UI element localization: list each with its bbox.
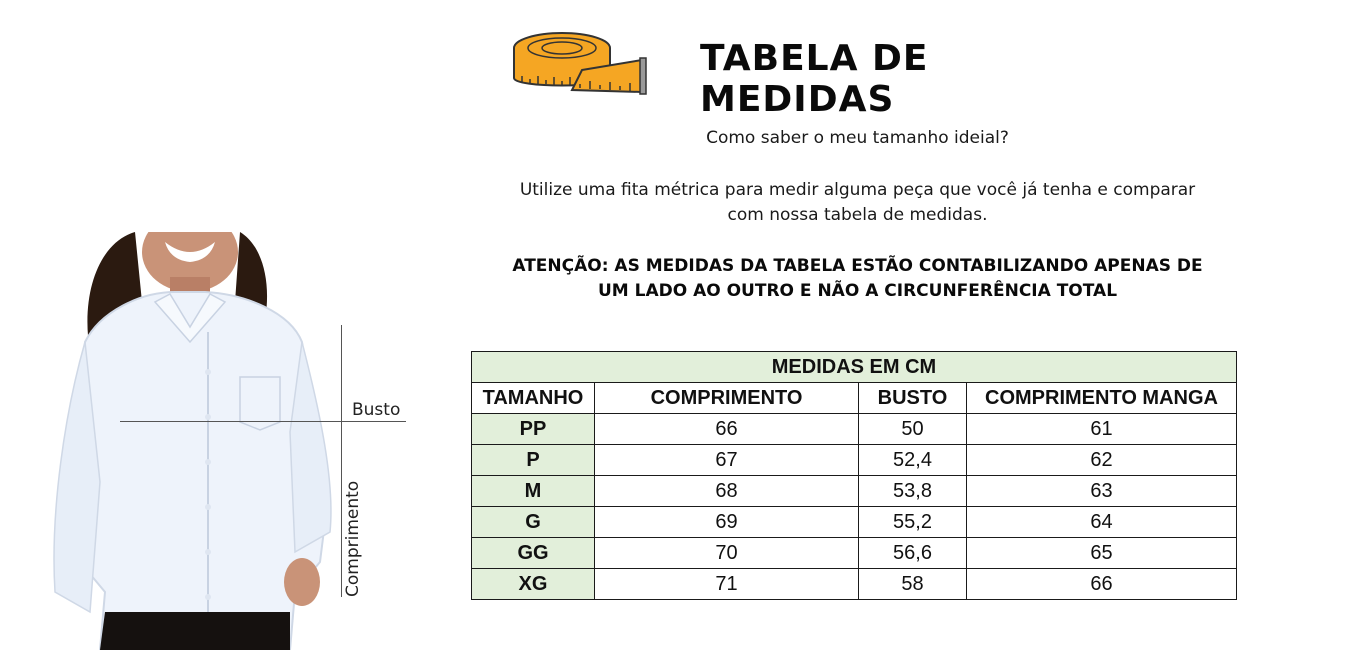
page-title: TABELA DE MEDIDAS xyxy=(700,38,929,120)
length-measure-line xyxy=(341,325,342,597)
size-table xyxy=(471,351,1237,600)
sleeve-cell: 65 xyxy=(967,538,1237,569)
bust-cell: 58 xyxy=(859,569,967,600)
table-row xyxy=(472,414,1237,445)
sleeve-cell: 62 xyxy=(967,445,1237,476)
header-sleeve-length: COMPRIMENTO MANGA xyxy=(967,383,1237,414)
table-caption-row xyxy=(472,352,1237,383)
intro-instruction: Utilize uma fita métrica para medir alguma peça que você já tenha e comparar com nossa tabela de medidas. xyxy=(519,180,1196,225)
table-row xyxy=(472,507,1237,538)
length-cell: 71 xyxy=(595,569,859,600)
table-row xyxy=(472,569,1237,600)
length-cell: 68 xyxy=(595,476,859,507)
bust-measure-line xyxy=(120,421,406,422)
table-caption: MEDIDAS EM CM xyxy=(472,352,1237,383)
size-cell: XG xyxy=(472,569,595,600)
length-label: Comprimento xyxy=(343,480,363,597)
header-bust: BUSTO xyxy=(859,383,967,414)
sleeve-cell: 66 xyxy=(967,569,1237,600)
header-length: COMPRIMENTO xyxy=(595,383,859,414)
intro-question: Como saber o meu tamanho ideial? xyxy=(706,128,1009,148)
table-row xyxy=(472,538,1237,569)
length-cell: 67 xyxy=(595,445,859,476)
length-cell: 66 xyxy=(595,414,859,445)
table-header-row xyxy=(472,383,1237,414)
table-row xyxy=(472,445,1237,476)
sleeve-cell: 63 xyxy=(967,476,1237,507)
sleeve-cell: 64 xyxy=(967,507,1237,538)
bust-cell: 55,2 xyxy=(859,507,967,538)
sleeve-cell: 61 xyxy=(967,414,1237,445)
warning-note: ATENÇÃO: AS MEDIDAS DA TABELA ESTÃO CONTABILIZANDO APENAS DE UM LADO AO OUTRO E NÃO A CIRCUNFERÊNCIA TOTAL xyxy=(512,256,1203,301)
bust-label: Busto xyxy=(352,400,401,420)
size-cell: G xyxy=(472,507,595,538)
model-photo xyxy=(40,232,350,650)
bust-cell: 56,6 xyxy=(859,538,967,569)
bust-cell: 53,8 xyxy=(859,476,967,507)
length-cell: 70 xyxy=(595,538,859,569)
length-cell: 69 xyxy=(595,507,859,538)
size-cell: M xyxy=(472,476,595,507)
size-cell: PP xyxy=(472,414,595,445)
size-cell: P xyxy=(472,445,595,476)
table-row xyxy=(472,476,1237,507)
bust-cell: 52,4 xyxy=(859,445,967,476)
size-cell: GG xyxy=(472,538,595,569)
header-size: TAMANHO xyxy=(472,383,595,414)
measuring-tape-icon xyxy=(512,30,650,98)
bust-cell: 50 xyxy=(859,414,967,445)
